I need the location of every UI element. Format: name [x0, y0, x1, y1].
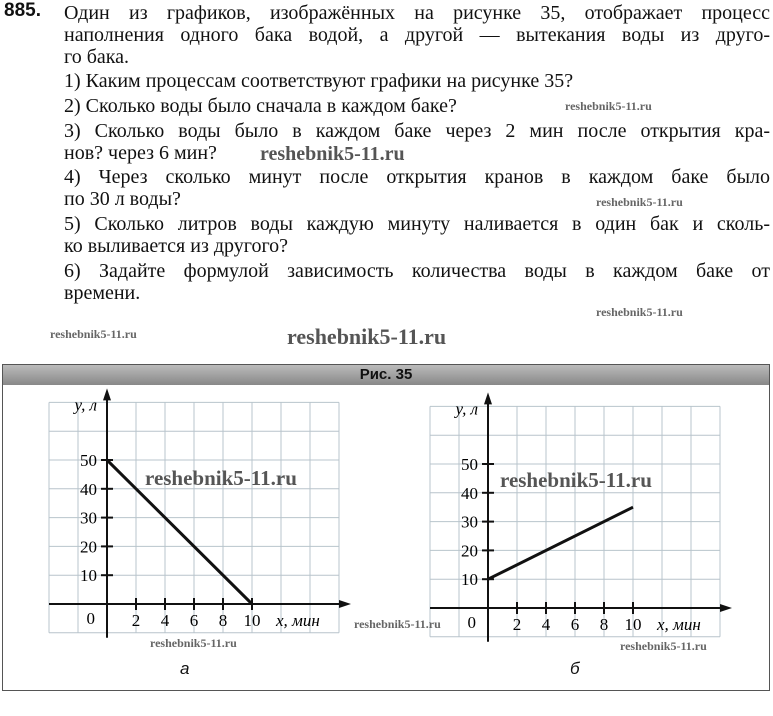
x-tick-label: 2 — [131, 611, 141, 630]
y-tick-label: 30 — [80, 508, 97, 528]
y-tick-label: 30 — [461, 512, 478, 532]
y-axis-label: y, л — [74, 395, 97, 415]
question-2: 2) Сколько воды было сначала в каждом баке? — [64, 95, 457, 117]
caption-b: б — [570, 659, 580, 678]
question-6-cont: времени. — [64, 282, 141, 304]
y-tick-label: 40 — [80, 479, 97, 499]
y-tick-label: 20 — [461, 541, 478, 561]
watermark: reshebnik5-11.ru — [145, 466, 297, 490]
y-tick-label: 10 — [80, 566, 97, 586]
problem-text-line: наполнения одного бака водой, а другой — вытекания воды из друго- — [64, 24, 770, 46]
watermark: reshebnik5-11.ru — [620, 639, 707, 653]
x-tick-label: 2 — [512, 615, 522, 634]
question-5: 5) Сколько литров воды каждую минуту наливается в один бак и сколь- — [64, 213, 770, 235]
problem-text-line: го бака. — [64, 46, 130, 68]
y-tick-label: 40 — [461, 483, 478, 503]
series-line-б — [488, 507, 633, 579]
question-3-cont: нов? через 6 мин? — [64, 142, 217, 164]
x-tick-label: 10 — [624, 615, 642, 634]
question-1: 1) Каким процессам соответствуют графики на рисунке 35? — [64, 70, 574, 92]
x-tick-label: 8 — [218, 611, 228, 630]
x-axis-arrow — [720, 604, 732, 612]
x-tick-label: 6 — [189, 611, 199, 630]
question-3: 3) Сколько воды было в каждом баке через 2 мин после открытия кра- — [64, 120, 770, 142]
caption-a: а — [180, 659, 190, 678]
x-tick-label: 8 — [599, 615, 609, 634]
origin-label: 0 — [467, 613, 476, 632]
watermark: reshebnik5-11.ru — [150, 636, 237, 650]
y-tick-label: 50 — [461, 455, 478, 474]
figure-title: Рис. 35 — [3, 365, 769, 385]
problem-number: 885. — [4, 0, 41, 21]
y-axis-arrow — [103, 388, 111, 400]
watermark: reshebnik5-11.ru — [565, 99, 652, 113]
y-axis-arrow — [484, 392, 492, 404]
origin-label: 0 — [86, 609, 95, 628]
watermark: reshebnik5-11.ru — [596, 195, 683, 209]
x-tick-label: 4 — [160, 611, 170, 630]
y-tick-label: 20 — [80, 537, 97, 557]
y-tick-label: 50 — [80, 451, 97, 470]
y-axis-label: y, л — [455, 399, 478, 419]
x-axis-label: x, мин — [657, 615, 701, 634]
problem-text-line: Один из графиков, изображённых на рисунке 35, отображает процесс — [64, 2, 770, 24]
x-tick-label: 4 — [541, 615, 551, 634]
watermark: reshebnik5-11.ru — [596, 305, 683, 319]
watermark: reshebnik5-11.ru — [260, 143, 405, 165]
watermark: reshebnik5-11.ru — [50, 327, 137, 341]
question-4: 4) Через сколько минут после открытия кранов в каждом баке было — [64, 166, 770, 188]
question-4-cont: по 30 л воды? — [64, 188, 181, 210]
x-tick-label: 10 — [243, 611, 261, 630]
question-5-cont: ко выливается из другого? — [64, 235, 289, 257]
x-axis-arrow — [339, 600, 351, 608]
x-tick-label: 6 — [570, 615, 580, 634]
x-axis-label: x, мин — [276, 611, 320, 630]
watermark: reshebnik5-11.ru — [354, 617, 441, 631]
watermark: reshebnik5-11.ru — [500, 468, 652, 492]
watermark: reshebnik5-11.ru — [287, 324, 447, 349]
y-tick-label: 10 — [461, 570, 478, 590]
question-6: 6) Задайте формулой зависимость количества воды в каждом баке от — [64, 260, 770, 282]
